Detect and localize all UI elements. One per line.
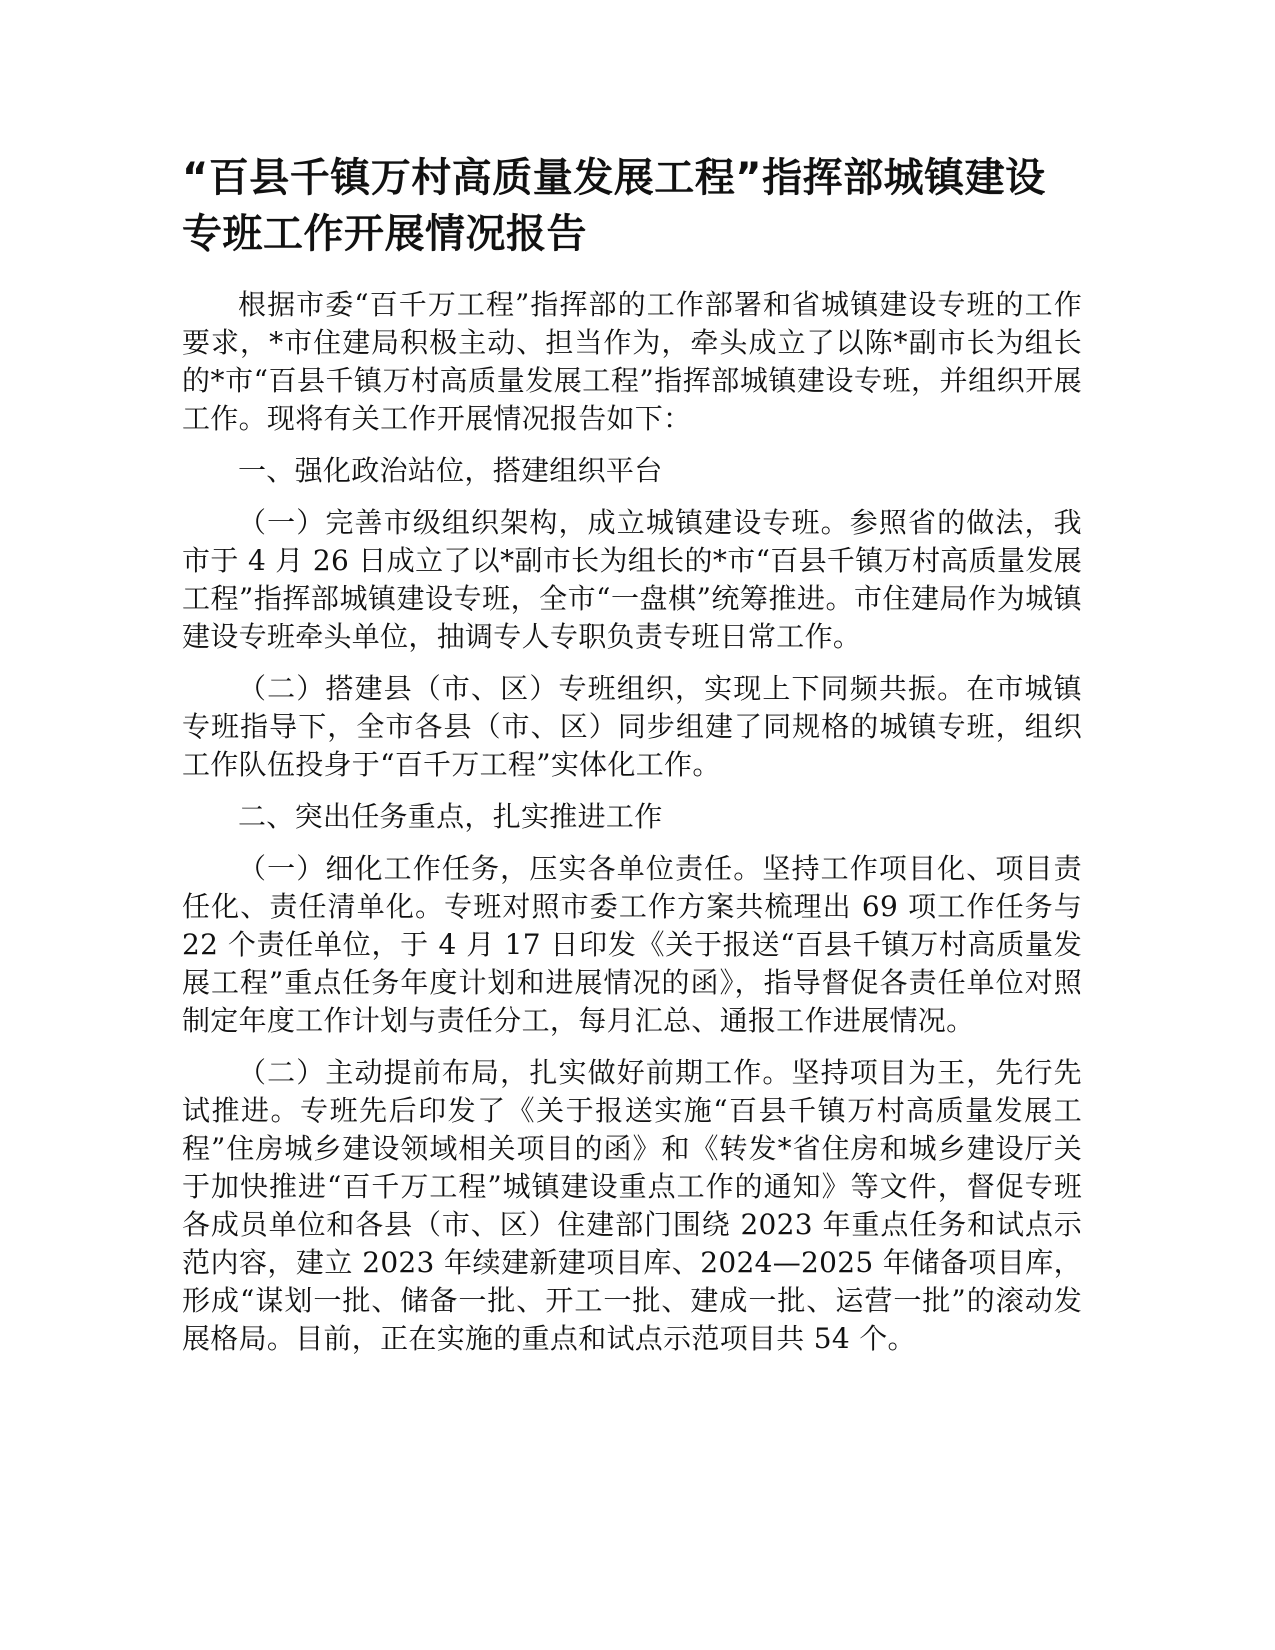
- section-1-heading: 一、强化政治站位，搭建组织平台: [238, 454, 663, 487]
- section-2-paragraph-2: （二）主动提前布局，扎实做好前期工作。坚持项目为王，先行先试推进。专班先后印发了《关于报送实施“百县千镇万村高质量发展工程”住房城乡建设领域相关项目的函》和《转发*省住房和城乡建设厅关于加快推进“百千万工程”城镇建设重点工作的通知》等文件，督促专班各成员单位和各县（市、区）住建部门围绕 2023 年重点任务和试点示范内容，建立 2023 年续建新建项目库、2024—2025 年储备项目库，形成“谋划一批、储备一批、开工一批、建成一批、运营一批”的滚动发展格局。目前，正在实施的重点和试点示范项目共 54 个。: [182, 1056, 1082, 1355]
- section-1-paragraph-1: （一）完善市级组织架构，成立城镇建设专班。参照省的做法，我市于 4 月 26 日成立了以*副市长为组长的*市“百县千镇万村高质量发展工程”指挥部城镇建设专班，全市“一盘棋”统筹推进。市住建局作为城镇建设专班牵头单位，抽调专人专职负责专班日常工作。: [182, 506, 1082, 653]
- document-page: [182, 150, 1082, 1372]
- document-title: “百县千镇万村高质量发展工程”指挥部城镇建设专班工作开展情况报告: [182, 155, 1046, 257]
- section-1-paragraph-2: （二）搭建县（市、区）专班组织，实现上下同频共振。在市城镇专班指导下，全市各县（市、区）同步组建了同规格的城镇专班，组织工作队伍投身于“百千万工程”实体化工作。: [182, 672, 1082, 781]
- section-2-paragraph-1: （一）细化工作任务，压实各单位责任。坚持工作项目化、项目责任化、责任清单化。专班对照市委工作方案共梳理出 69 项工作任务与 22 个责任单位，于 4 月 17 日印发《关于报送“百县千镇万村高质量发展工程”重点任务年度计划和进展情况的函》，指导督促各责任单位对照制定年度工作计划与责任分工，每月汇总、通报工作进展情况。: [182, 852, 1082, 1037]
- section-2-heading: 二、突出任务重点，扎实推进工作: [238, 800, 663, 833]
- intro-paragraph: 根据市委“百千万工程”指挥部的工作部署和省城镇建设专班的工作要求，*市住建局积极主动、担当作为，牵头成立了以陈*副市长为组长的*市“百县千镇万村高质量发展工程”指挥部城镇建设专班，并组织开展工作。现将有关工作开展情况报告如下：: [182, 288, 1082, 435]
